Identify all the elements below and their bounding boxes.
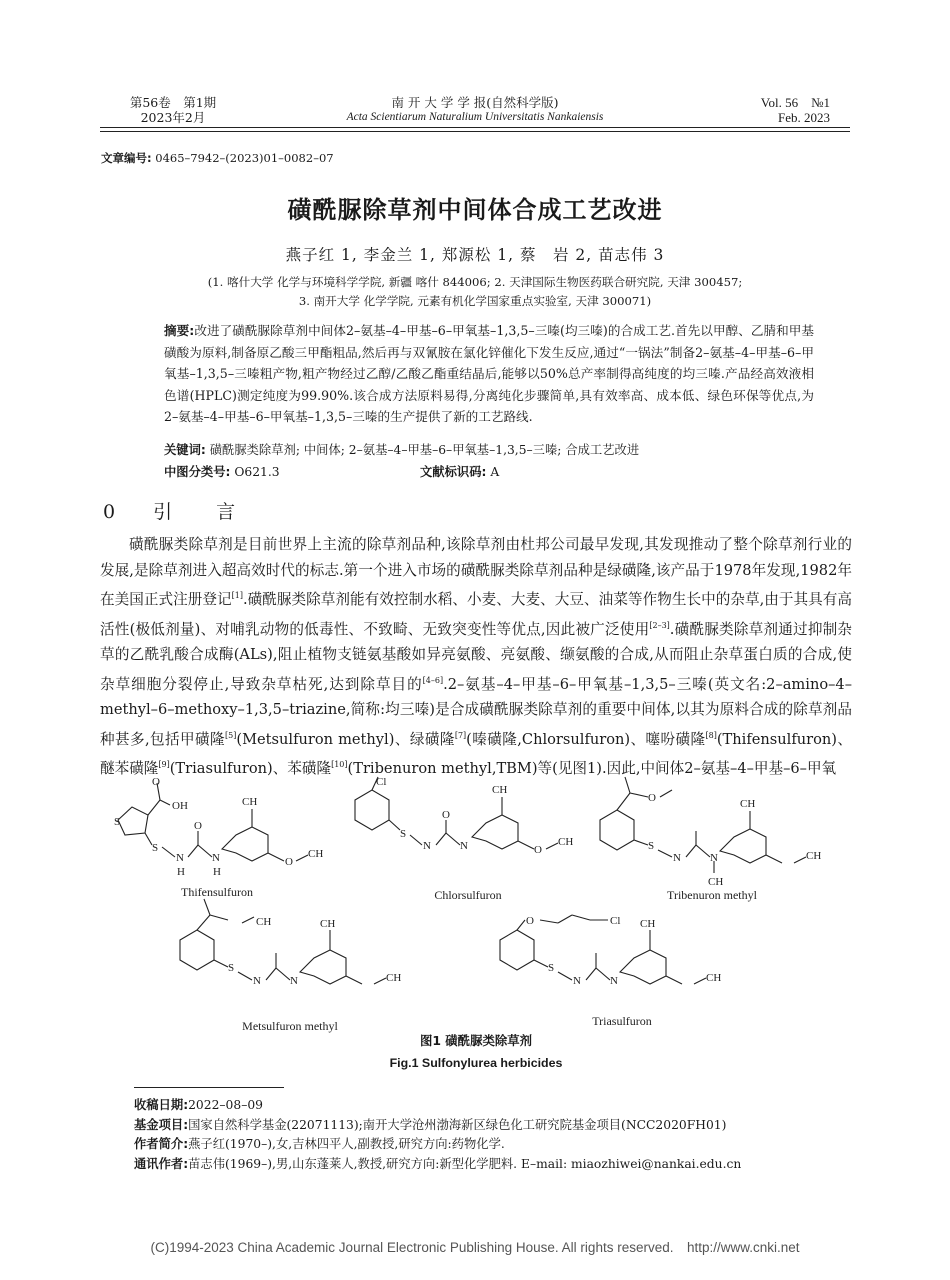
- metsulfuron-structure: [180, 899, 386, 984]
- body-seg-6: (嗪磺隆,Chlorsulfuron)、噻吩磺隆: [466, 730, 706, 748]
- tribenuron-structure: [600, 777, 806, 873]
- atom-label: N: [460, 840, 468, 852]
- body-text: [100, 532, 852, 782]
- atom-label: O: [526, 915, 534, 927]
- document-code-value: A: [490, 465, 500, 479]
- body-seg-7: (Thifensulfuron)、醚苯磺隆: [100, 730, 852, 778]
- atom-label: Cl: [610, 915, 621, 927]
- atom-label: CH: [706, 972, 722, 984]
- footnote-text: 苗志伟(1969–),男,山东蓬莱人,教授,研究方向:新型化学肥料. E–mail: miaozhiwei@nankai.edu.cn: [188, 1156, 742, 1171]
- atom-label: O: [285, 856, 293, 868]
- structure-name: Metsulfuron methyl: [242, 1019, 338, 1033]
- atom-label: S: [114, 816, 121, 828]
- structure-name: Chlorsulfuron: [434, 888, 502, 902]
- figure-caption-cn: 图1 磺酰脲类除草剂: [419, 1033, 533, 1048]
- atom-label: O: [152, 776, 160, 788]
- paragraph-intro: [100, 532, 852, 782]
- footnote-rule: [134, 1087, 284, 1088]
- footnote-text: 燕子红(1970–),女,吉林四平人,副教授,研究方向:药物化学.: [188, 1137, 505, 1152]
- footnotes: [134, 1096, 834, 1174]
- affiliation-line-2: 3. 南开大学 化学学院, 元素有机化学国家重点实验室, 天津 300071): [298, 294, 652, 308]
- citation-1: [1]: [231, 591, 243, 601]
- body-seg-5: (Metsulfuron methyl)、绿磺隆: [236, 730, 455, 748]
- footnote-label: 基金项目:: [134, 1117, 189, 1132]
- paper-title: 磺酰脲除草剂中间体合成工艺改进: [287, 196, 663, 224]
- classification-number: [164, 462, 280, 480]
- abstract-text: 改进了磺酰脲除草剂中间体2–氨基–4–甲基–6–甲氧基–1,3,5–三嗪(均三嗪)的合成工艺.首先以甲醇、乙腈和甲基磺酸为原料,制备原乙酸三甲酯粗品,然后再与双氰胺在氯化锌催化下发生反应,通过“一锅法”制备2–氨基–4–甲基–6–甲氧基–1,3,5–三嗪粗产物,粗产物经过乙醇/乙酸乙酯重结晶后,能够以50%总产率制得高纯度的均三嗪.产品经高效液相色谱(HPLC)测定纯度为99.90%.该合成方法原料易得,分离纯化步骤简单,具有效率高、成本低、绿色环保等优点,为2–氨基–4–甲基–6–甲氧基–1,3,5–三嗪的生产提供了新的工艺路线.: [164, 323, 814, 424]
- footnote-funding: [134, 1116, 834, 1136]
- atom-label: CH: [708, 876, 724, 888]
- abstract: [164, 320, 814, 428]
- atom-label: N: [610, 975, 618, 987]
- citation-5: [5]: [225, 730, 237, 740]
- keywords-text: 磺酰脲类除草剂; 中间体; 2–氨基–4–甲基–6–甲氧基–1,3,5–三嗪; 合成工艺改进: [209, 443, 640, 457]
- footnote-text: 国家自然科学基金(22071113);南开大学沧州渤海新区绿色化工研究院基金项目(NCC2020FH01): [188, 1117, 727, 1132]
- article-number-label: 文章编号:: [101, 151, 152, 165]
- structure-name: Thifensulfuron: [181, 885, 253, 899]
- structure-name: Triasulfuron: [592, 1014, 652, 1028]
- document-code: [420, 462, 499, 480]
- body-seg-9: (Tribenuron methyl,TBM)等(见图1).因此,中间体2–氨基–4–甲基–6–甲氧: [347, 760, 837, 778]
- body-seg-4: .2–氨基–4–甲基–6–甲氧基–1,3,5–三嗪(英文名:2–amino–4–methyl–6–methoxy–1,3,5–triazine,简称:均三嗪)是合成磺酰脲类除草剂的重要中间体,以其为原料合成的除草剂品种甚多,包括甲磺隆: [100, 675, 853, 748]
- atom-label: N: [573, 975, 581, 987]
- atom-label: O: [648, 792, 656, 804]
- volume-en: Vol. 56 №1: [760, 95, 830, 110]
- section-number: 0: [103, 501, 118, 523]
- atom-label: CH: [320, 918, 336, 930]
- atom-label: OH: [172, 800, 188, 812]
- body-seg-8: (Triasulfuron)、苯磺隆: [169, 760, 332, 778]
- atom-label: CH: [492, 784, 508, 796]
- article-number-value: 0465–7942–(2023)01–0082–07: [155, 151, 334, 165]
- atom-label: S: [548, 962, 555, 974]
- atom-label: O: [442, 809, 450, 821]
- article-number: [101, 150, 334, 166]
- structure-atom-labels: [114, 776, 821, 987]
- atom-label: N: [710, 852, 718, 864]
- date-cn: 2023年2月: [140, 110, 206, 125]
- atom-label: N: [673, 852, 681, 864]
- footnote-label: 通讯作者:: [134, 1156, 189, 1171]
- affiliation-line-1: (1. 喀什大学 化学与环境科学学院, 新疆 喀什 844006; 2. 天津国际生物医药联合研究院, 天津 300457;: [207, 275, 743, 289]
- keywords-label: 关键词:: [164, 443, 206, 457]
- atom-label: N: [290, 975, 298, 987]
- citation-8: [8]: [705, 730, 717, 740]
- atom-label: S: [648, 840, 655, 852]
- figure-sulfonylurea-structures: [100, 775, 852, 1050]
- structure-names: [181, 885, 758, 1033]
- abstract-label: 摘要:: [164, 323, 195, 338]
- body-seg-2: .磺酰脲类除草剂能有效控制水稻、小麦、大麦、大豆、油菜等作物生长中的杂草,由于其具有高活性(极低剂量)、对哺乳动物的低毒性、不致畸、无致突变性等优点,因此被广泛使用: [100, 591, 852, 638]
- journal-name-en: Acta Scientiarum Naturalium Universitatis Nankaiensis: [346, 111, 604, 123]
- footnote-author-bio: [134, 1135, 834, 1155]
- atom-label: CH: [386, 972, 402, 984]
- atom-label: O: [194, 820, 202, 832]
- atom-label: N: [212, 852, 220, 864]
- citation-4-6: [4–6]: [422, 675, 444, 685]
- header-rule-bottom: [100, 131, 850, 132]
- body-seg-1: 磺酰脲类除草剂是目前世界上主流的除草剂品种,该除草剂由杜邦公司最早发现,其发现推动了整个除草剂行业的发展,是除草剂进入超高效时代的标志.第一个进入市场的磺酰脲类除草剂品种是绿磺隆,该产品于1978年发现,1982年在美国正式注册登记: [100, 536, 852, 609]
- figure-caption-en: Fig.1 Sulfonylurea herbicides: [389, 1056, 563, 1070]
- atom-label: S: [228, 962, 235, 974]
- citation-9: [9]: [158, 760, 170, 770]
- atom-label: N: [176, 852, 184, 864]
- figure-caption: [100, 1030, 852, 1074]
- body-seg-3: .磺酰脲类除草剂通过抑制杂草的乙酰乳酸合成酶(ALs),阻止植物支链氨基酸如异亮氨酸、亮氨酸、缬氨酸的合成,从而阻止杂草蛋白质的合成,使杂草细胞分裂停止,导致杂草枯死,达到除草目的: [100, 620, 853, 693]
- section-title: 引 言: [153, 501, 238, 523]
- classification-label: 中图分类号:: [164, 465, 231, 479]
- volume-cn: 第56卷 第1期: [129, 95, 217, 110]
- citation-10: [10]: [331, 760, 348, 770]
- atom-label: S: [152, 842, 159, 854]
- atom-label: H: [213, 866, 221, 878]
- structure-name: Tribenuron methyl: [667, 888, 757, 902]
- author-list: 燕子红 1, 李金兰 1, 郑源松 1, 蔡 岩 2, 苗志伟 3: [285, 246, 665, 264]
- atom-label: Cl: [376, 776, 387, 788]
- thifensulfuron-structure: [118, 783, 308, 861]
- atom-label: N: [253, 975, 261, 987]
- footnote-received: [134, 1096, 834, 1116]
- document-code-label: 文献标识码:: [420, 465, 487, 479]
- atom-label: H: [177, 866, 185, 878]
- keywords: [164, 440, 814, 460]
- atom-label: N: [423, 840, 431, 852]
- header-journal: [290, 95, 660, 125]
- header-volume-cn: [118, 95, 228, 125]
- classification-value: O621.3: [234, 465, 280, 479]
- footnote-corresponding: [134, 1155, 834, 1175]
- copyright-line: (C)1994-2023 China Academic Journal Electronic Publishing House. All rights reserved. http://www.cnki.net: [150, 1240, 800, 1255]
- atom-label: CH: [256, 916, 272, 928]
- footnote-label: 作者简介:: [134, 1137, 189, 1152]
- atom-label: CH: [740, 798, 756, 810]
- atom-label: S: [400, 828, 407, 840]
- atom-label: CH: [558, 836, 574, 848]
- atom-label: CH: [308, 848, 324, 860]
- footnote-label: 收稿日期:: [134, 1098, 189, 1112]
- journal-name-cn: 南 开 大 学 学 报(自然科学版): [391, 95, 559, 110]
- atom-label: CH: [242, 796, 258, 808]
- citation-7: [7]: [454, 730, 467, 740]
- citation-2-3: [2–3]: [649, 620, 670, 630]
- header-volume-en: [720, 95, 830, 125]
- footnote-text: 2022–08–09: [188, 1098, 263, 1112]
- section-heading: [103, 497, 237, 524]
- header-rule-top: [100, 127, 850, 128]
- date-en: Feb. 2023: [778, 110, 830, 125]
- atom-label: O: [534, 844, 542, 856]
- atom-label: CH: [806, 850, 822, 862]
- atom-label: CH: [640, 918, 656, 930]
